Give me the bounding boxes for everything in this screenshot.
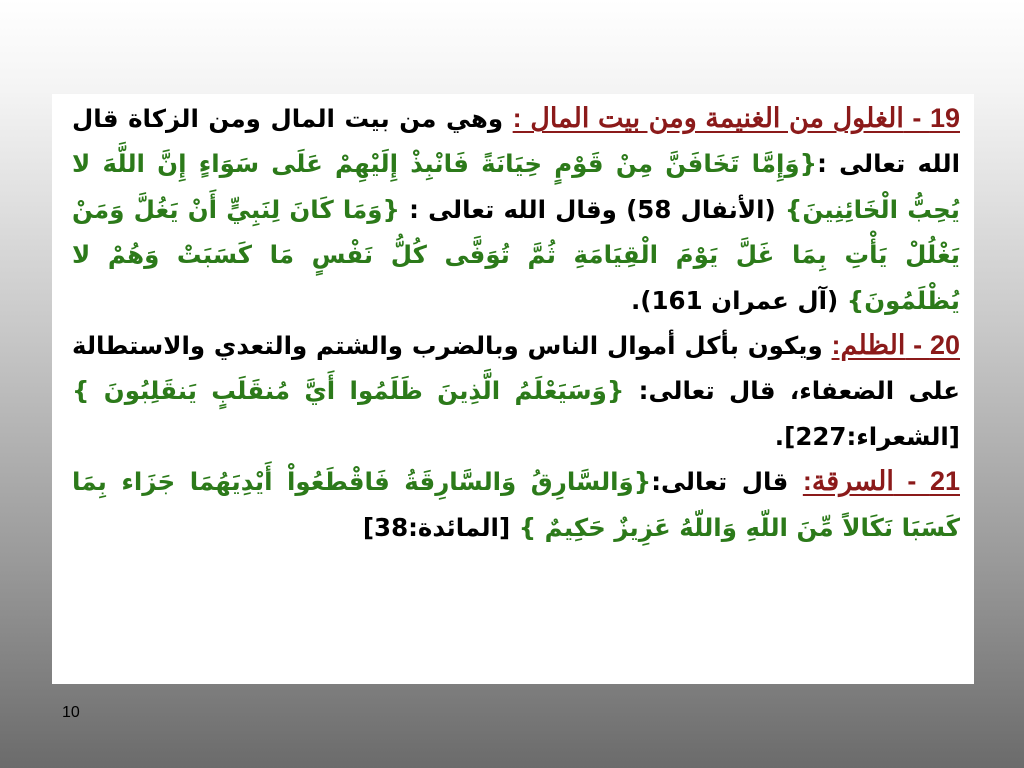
item-20-verse: {وَسَيَعْلَمُ الَّذِينَ ظَلَمُوا أَيَّ مُنقَلَبٍ يَنقَلِبُونَ } [72,376,625,406]
item-21-heading [803,466,960,496]
item-20-heading [832,330,960,360]
item-20-title: الظلم: [831,330,906,361]
item-20 [72,323,960,459]
item-21-intro: قال تعالى: [651,467,803,497]
item-21-number: 21 - [893,466,960,497]
item-19-heading [513,103,960,133]
item-19-reference-1: (الأنفال 58) [626,194,785,224]
item-19-title: الغلول من الغنيمة ومن بيت المال : [512,103,904,133]
item-19-number: 19 - [903,103,960,133]
item-21-reference: [المائدة:38] [362,512,519,542]
item-19 [72,96,960,323]
item-20-intro: ويكون بأكل أموال الناس وبالضرب والشتم والتعدي والاستطالة على الضعفاء، قال تعالى: [72,331,961,406]
item-21-title: السرقة: [802,466,894,497]
item-19-intro: وهي من بيت المال ومن الزكاة قال الله تعالى : [72,104,961,179]
item-19-verse-1: {وَإِمَّا تَخَافَنَّ مِنْ قَوْمٍ خِيَانَةً فَانْبِذْ إِلَيْهِمْ عَلَى سَوَاءٍ إِنَّ اللَّهَ لا يُحِبُّ الْخَائِنِينَ} [72,149,960,224]
item-20-reference: [الشعراء:227]. [774,421,960,451]
item-19-reference-2: (آل عمران 161). [630,285,847,315]
item-21-verse: {وَالسَّارِقُ وَالسَّارِقَةُ فَاقْطَعُواْ أَيْدِيَهُمَا جَزَاء بِمَا كَسَبَا نَكَالاً مِّنَ اللّهِ وَاللّهُ عَزِيزٌ حَكِيمٌ } [72,467,960,542]
item-20-number: 20 - [905,330,960,361]
item-19-mid-text: وقال الله تعالى : [399,194,627,224]
item-21 [72,459,960,550]
item-19-verse-2: {وَمَا كَانَ لِنَبِيٍّ أَنْ يَغُلَّ وَمَنْ يَغْلُلْ يَأْتِ بِمَا غَلَّ يَوْمَ الْقِيَامَةِ ثُمَّ تُوَفَّى كُلُّ نَفْسٍ مَا كَسَبَتْ وَهُمْ لا يُظْلَمُونَ} [72,194,960,315]
slide-body [72,96,960,550]
page-number: 10 [62,704,80,721]
